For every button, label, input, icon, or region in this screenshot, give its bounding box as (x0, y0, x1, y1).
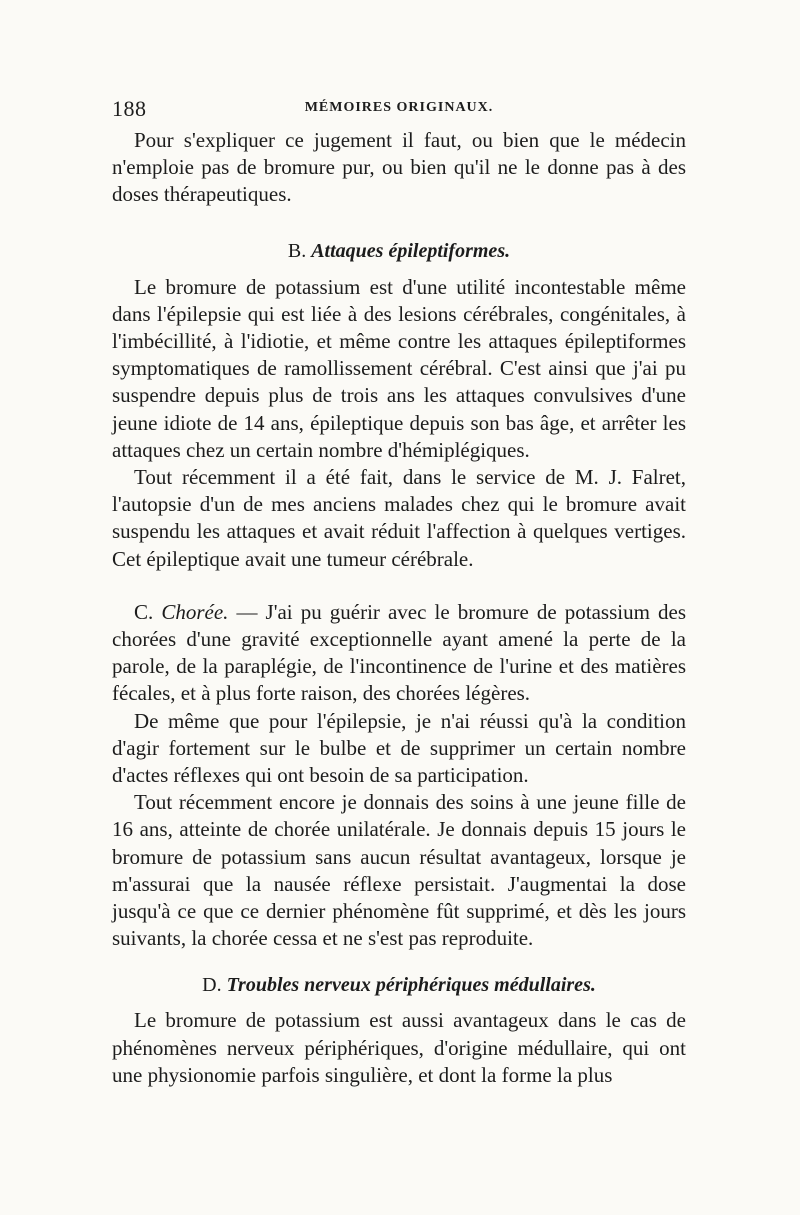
paragraph-condition: De même que pour l'épilepsie, je n'ai réussi qu'à la condition d'agir fortement sur le bulbe et de supprimer un certain nombre d'actes réflexes qui ont besoin de sa participation. (112, 708, 686, 788)
paragraph-autopsy: Tout récemment il a été fait, dans le service de M. J. Falret, l'autopsie d'un de mes anciens malades chez qui le bromure avait suspendu les attaques et avait réduit l'affection à quelques vertiges. Cet épileptique avait une tumeur cérébrale. (112, 465, 686, 571)
paragraph-case: Tout récemment encore je donnais des soins à une jeune fille de 16 ans, atteinte de chorée unilatérale. Je donnais depuis 15 jours le bromure de potassium sans aucun résultat avantageux, lorsque je m'assurai que la nausée réflexe persistait. J'augmentai la dose jusqu'à ce que ce dernier phénomène fût supprimé, et dès les jours suivants, la chorée cessa et ne s'est pas reproduite. (112, 790, 686, 951)
page-body (112, 127, 686, 1089)
section-c-label: C. (134, 599, 154, 624)
section-b-title: Attaques épileptiformes. (311, 239, 511, 262)
section-d-title: Troubles nerveux périphériques médullaires. (226, 974, 596, 997)
section-heading-b (112, 238, 686, 265)
section-d-label: D. (202, 974, 222, 997)
paragraph-epilepsy: Le bromure de potassium est d'une utilité incontestable même dans l'épilepsie qui est liée à des lesions cérébrales, congénitales, à l'imbécillité, à l'idiotie, et même contre les attaques épileptiformes symptomatiques de ramollissement cérébral. C'est ainsi que j'ai pu suspendre depuis plus de trois ans les attaques convulsives d'une jeune idiote de 14 ans, épileptique depuis son bas âge, et arrêter les attaques chez un certain nombre d'hémiplégiques. (112, 274, 686, 462)
section-c-text: — J'ai pu guérir avec le bromure de potassium des chorées d'une gravité exceptionnelle ayant amené la perte de la parole, de la paraplégie, de l'incontinence de l'urine et des matières fécales, et à plus forte raison, des chorées légères. (112, 599, 686, 706)
section-b-label: B. (287, 239, 307, 262)
paragraph-chorea (112, 599, 686, 708)
running-title: MÉMOIRES ORIGINAUX. (304, 100, 494, 115)
section-heading-d (112, 972, 686, 999)
page-number: 188 (112, 96, 147, 121)
paragraph-peripheral: Le bromure de potassium est aussi avantageux dans le cas de phénomènes nerveux périphériques, d'origine médullaire, qui ont une physionomie parfois singulière, et dont la forme la plus (112, 1008, 686, 1087)
page-header (112, 96, 686, 126)
paragraph-conclusion: Pour s'expliquer ce jugement il faut, ou bien que le médecin n'emploie pas de bromure pur, ou bien qu'il ne le donne pas à des doses thérapeutiques. (112, 128, 686, 207)
section-c-title: Chorée. (161, 599, 229, 624)
